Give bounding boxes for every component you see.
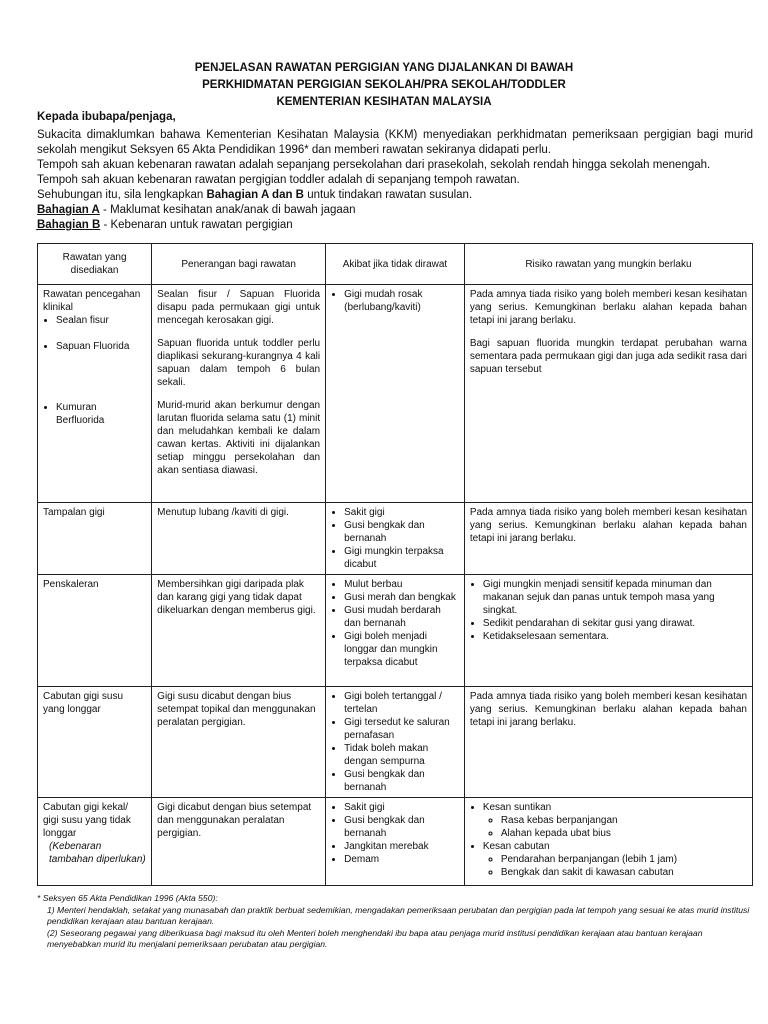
intro-p4-pre: Sehubungan itu, sila lengkapkan: [37, 189, 207, 201]
list-item: • Sealan fisur: [56, 314, 146, 327]
table-header-row: [38, 244, 753, 285]
stray-mark: `: [35, 228, 38, 238]
title-line-3: KEMENTERIAN KESIHATAN MALAYSIA: [276, 96, 492, 108]
cell-consequence: [326, 285, 465, 503]
cell-consequence: [326, 798, 465, 886]
footnote: [37, 893, 757, 951]
row3-consequence-list: [331, 578, 459, 669]
list-item: • Kumuran Berfluorida: [56, 401, 146, 427]
list-item: • Tidak boleh makan dengan sempurna: [344, 742, 459, 768]
cell-treatment: Cabutan gigi susu yang longgar: [38, 687, 152, 798]
title-line-1: PENJELASAN RAWATAN PERGIGIAN YANG DIJALANKAN DI BAWAH: [194, 62, 574, 74]
risk-sublist: [483, 853, 747, 879]
row1-title: Rawatan pencegahan klinikal: [43, 289, 141, 313]
part-a-label: Bahagian A: [37, 204, 100, 216]
cell-explanation: Gigi susu dicabut dengan bius setempat topikal dan menggunakan peralatan pergigian.: [152, 687, 326, 798]
cell-treatment: [38, 285, 152, 503]
list-item: • Gigi boleh tertanggal / tertelan: [344, 690, 459, 716]
cell-risk: [464, 798, 752, 886]
intro-paragraph-1: Sukacita dimaklumkan bahawa Kementerian Kesihatan Malaysia (KKM) menyediakan perkhidmatan pemeriksaan pergigian bagi murid sekolah mengikut Seksyen 65 Akta Pendidikan 1996* dan memberi rawatan sekiranya didapati perlu.: [37, 129, 753, 156]
intro-paragraph-2: Tempoh sah akuan kebenaran rawatan adalah sepanjang persekolahan dari prasekolah, sekolah rendah hingga sekolah menengah.: [37, 159, 711, 171]
part-b-text: - Kebenaran untuk rawatan pergigian: [100, 219, 293, 231]
list-item: • Gigi mungkin menjadi sensitif kepada minuman dan makanan sejuk dan panas untuk tempoh masa yang singkat.: [483, 578, 747, 617]
intro-p4-bold: Bahagian A dan B: [206, 189, 304, 201]
cell-treatment: Tampalan gigi: [38, 503, 152, 575]
list-item: [483, 840, 747, 879]
row5-note: (Kebenaran tambahan diperlukan): [49, 841, 146, 865]
row1-risk-2: Bagi sapuan fluorida mungkin terdapat perubahan warna sementara pada permukaan gigi dan juga ada sedikit rasa dari sapuan tersebut: [469, 338, 747, 375]
list-item: ◦ Bengkak dan sakit di kawasan cabutan: [501, 866, 747, 879]
table-row: [38, 798, 753, 886]
part-b-line: [37, 218, 753, 233]
row1-explanation-1: Sealan fisur / Sapuan Fluorida disapu pada permukaan gigi untuk mencegah kerosakan gigi.: [157, 289, 321, 326]
footnote-clause-2: (2) Seseorang pegawai yang diberikuasa bagi maksud itu oleh Menteri boleh menghendaki ibu bapa atau penjaga murid institusi pendidikan kerajaan atau bantuan kerajaan menyebabkan murid itu menjalani pemeriksaan perubatan atau pergigian.: [47, 927, 703, 949]
list-item: • Gigi tersedut ke saluran pernafasan: [344, 716, 459, 742]
list-item: • Gigi mudah rosak (berlubang/kaviti): [344, 288, 459, 314]
header-treatment: Rawatan yang disediakan: [38, 244, 152, 285]
row1-explanation-3: Murid-murid akan berkumur dengan larutan fluorida selama satu (1) minit dan meludahkan kembali ke dalam cawan kertas. Aktiviti ini dijalankan setiap minggu persekolahan dan akan sentiasa diawasi.: [157, 400, 321, 476]
row5-risk-list: [470, 801, 747, 879]
risk-group-title: Kesan suntikan: [482, 802, 552, 813]
cell-treatment: Penskaleran: [38, 575, 152, 687]
footnote-reference: * Seksyen 65 Akta Pendidikan 1996 (Akta 550):: [37, 893, 218, 903]
header-consequence: Akibat jika tidak dirawat: [326, 244, 465, 285]
list-item: • Sapuan Fluorida: [56, 340, 146, 353]
intro-paragraph-4: [37, 188, 753, 203]
risk-group-title: Kesan cabutan: [482, 841, 550, 852]
row4-consequence-list: [331, 690, 459, 794]
row5-treatment: Cabutan gigi kekal/ gigi susu yang tidak longgar: [43, 802, 131, 839]
footnote-clause-1: 1) Menteri hendaklah, setakat yang munasabah dan praktik berbuat sedemikian, mengadakan pemeriksaan perubatan dan pergigian pada lat tempoh yang sesuai ke atas murid institusi pendidikan kerajaan atau bantuan kerajaan.: [47, 904, 750, 926]
risk-sublist: [483, 814, 747, 840]
cell-explanation: Membersihkan gigi daripada plak dan karang gigi yang tidak dapat dikeluarkan dengan memberus gigi.: [152, 575, 326, 687]
list-item: ◦ Pendarahan berpanjangan (lebih 1 jam): [501, 853, 747, 866]
list-item: • Gusi bengkak dan bernanah: [344, 814, 459, 840]
intro-section: [37, 110, 753, 233]
cell-risk: Pada amnya tiada risiko yang boleh memberi kesan kesihatan yang serius. Kemungkinan berlaku alahan kepada bahan tetapi ini jarang berlaku.: [464, 687, 752, 798]
cell-risk: [464, 285, 752, 503]
row1-explanation-2: Sapuan fluorida untuk toddler perlu diaplikasi sekurang-kurangnya 4 kali sapuan dalam tempoh 6 bulan sekali.: [157, 338, 321, 388]
list-item: • Gusi merah dan bengkak: [344, 591, 459, 604]
header-explanation: Penerangan bagi rawatan: [152, 244, 326, 285]
list-item: • Ketidakselesaan sementara.: [483, 630, 747, 643]
intro-p4-post: untuk tindakan rawatan susulan.: [304, 189, 473, 201]
list-item: • Sakit gigi: [344, 506, 459, 519]
list-item: • Gigi boleh menjadi longgar dan mungkin terpaksa dicabut: [344, 630, 459, 669]
part-a-line: [37, 203, 753, 218]
table-row: [38, 687, 753, 798]
cell-explanation: Gigi dicabut dengan bius setempat dan menggunakan peralatan pergigian.: [152, 798, 326, 886]
list-item: • Gusi bengkak dan bernanah: [344, 519, 459, 545]
cell-consequence: [326, 503, 465, 575]
list-item: [483, 801, 747, 840]
list-item: • Demam: [344, 853, 459, 866]
part-b-label: Bahagian B: [37, 219, 101, 231]
list-item: • Sakit gigi: [344, 801, 459, 814]
list-item: • Jangkitan merebak: [344, 840, 459, 853]
row5-consequence-list: [331, 801, 459, 866]
cell-explanation: [152, 285, 326, 503]
cell-explanation: Menutup lubang /kaviti di gigi.: [152, 503, 326, 575]
list-item: • Mulut berbau: [344, 578, 459, 591]
cell-risk: [464, 575, 752, 687]
part-a-text: - Maklumat kesihatan anak/anak di bawah jagaan: [99, 204, 356, 216]
row1-risk-1: Pada amnya tiada risiko yang boleh memberi kesan kesihatan yang serius. Kemungkinan berlaku alahan kepada bahan tetapi ini jarang berlaku.: [469, 289, 747, 326]
row2-consequence-list: [331, 506, 459, 571]
list-item: • Sedikit pendarahan di sekitar gusi yang dirawat.: [483, 617, 747, 630]
cell-treatment: [38, 798, 152, 886]
cell-consequence: [326, 687, 465, 798]
list-item: • Gigi mungkin terpaksa dicabut: [344, 545, 459, 571]
title-line-2: PERKHIDMATAN PERGIGIAN SEKOLAH/PRA SEKOLAH/TODDLER: [202, 79, 566, 91]
intro-paragraph-3: Tempoh sah akuan kebenaran rawatan pergigian toddler adalah di sepanjang tempoh rawatan.: [37, 174, 520, 186]
treatment-table: [37, 243, 753, 886]
table-row: [38, 503, 753, 575]
table-row: [38, 285, 753, 503]
row3-risk-list: [470, 578, 747, 643]
cell-consequence: [326, 575, 465, 687]
cell-risk: Pada amnya tiada risiko yang boleh memberi kesan kesihatan yang serius. Kemungkinan berlaku alahan kepada bahan tetapi ini jarang berlaku.: [464, 503, 752, 575]
list-item: ◦ Alahan kepada ubat bius: [501, 827, 747, 840]
row1-treatment-list: [43, 314, 146, 427]
list-item: • Gusi bengkak dan bernanah: [344, 768, 459, 794]
list-item: • Gusi mudah berdarah dan bernanah: [344, 604, 459, 630]
header-risk: Risiko rawatan yang mungkin berlaku: [464, 244, 752, 285]
title-block: [0, 60, 768, 111]
greeting: Kepada ibubapa/penjaga,: [37, 111, 176, 123]
list-item: ◦ Rasa kebas berpanjangan: [501, 814, 747, 827]
table-row: [38, 575, 753, 687]
row1-consequence-list: [331, 288, 459, 314]
